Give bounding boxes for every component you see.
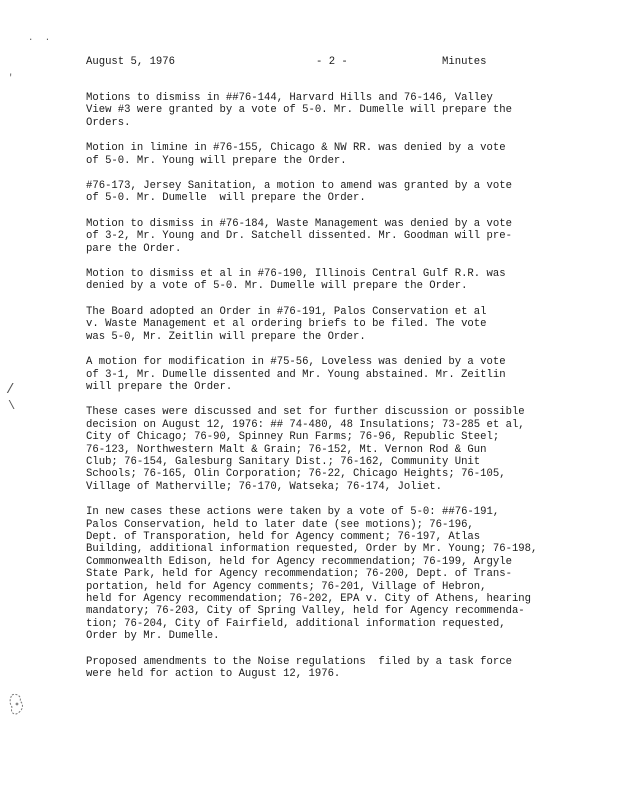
- scan-speck: /: [6, 382, 15, 398]
- scan-speck: \: [8, 399, 16, 413]
- header-title: Minutes: [442, 56, 487, 68]
- paragraph: In new cases these actions were taken by a vote of 5-0: ##76-191, Palos Conservation, held to later date (see motions); 76-196, Dept. of Transporation, held for Agency comment; 76-197, Atlas Building, additional information requested, Order by Mr. Young; 76-198, Commonwealth Edison, held for Agency recommendation; 76-199, Argyle State Park, held for Agency recommendation; 76-200, Dept. of Trans- portation, held for Agency comments; 76-201, Village of Hebron, held for Agency recommendation; 76-202, EPA v. City of Athens, hearing mandatory; 76-203, City of Spring Valley, held for Agency recommenda- tion; 76-204, City of Fairfield, additional information requested, Order by Mr. Dumelle.: [86, 506, 538, 643]
- paragraph: Motion to dismiss in #76-184, Waste Management was denied by a vote of 3-2, Mr. Young and Dr. Satchell dissented. Mr. Goodman will pre- pare the Order.: [86, 217, 512, 255]
- page-header: [86, 56, 506, 70]
- paragraph: The Board adopted an Order in #76-191, Palos Conservation et al v. Waste Management et al ordering briefs to be filed. The vote was 5-0, Mr. Zeitlin will prepare the Order.: [86, 305, 487, 343]
- paragraph: A motion for modification in #75-56, Loveless was denied by a vote of 3-1, Mr. Dumelle dissented and Mr. Young abstained. Mr. Zeitlin will prepare the Order.: [86, 356, 506, 393]
- paragraph: Motion in limine in #76-155, Chicago & NW RR. was denied by a vote of 5-0. Mr. Young will prepare the Order.: [86, 142, 506, 167]
- paragraph: #76-173, Jersey Sanitation, a motion to amend was granted by a vote of 5-0. Mr. Dumelle will prepare the Order.: [86, 180, 512, 205]
- paragraph: Motions to dismiss in ##76-144, Harvard Hills and 76-146, Valley View #3 were granted by a vote of 5-0. Mr. Dumelle will prepare the Orders.: [86, 92, 512, 129]
- paragraph: These cases were discussed and set for further discussion or possible decision on August 12, 1976: ## 74-480, 48 Insulations; 73-285 et al, City of Chicago; 76-90, Spinney Run Farms; 76-96, Republic Steel; 76-123, Northwestern Malt & Grain; 76-152, Mt. Vernon Rod & Gun Club; 76-154, Galesburg Sanitary Dist.; 76-162, Community Unit Schools; 76-165, Olin Corporation; 76-22, Chicago Heights; 76-105, Village of Matherville; 76-170, Watseka; 76-174, Joliet.: [86, 406, 525, 493]
- scan-speck: · ·: [28, 35, 54, 45]
- scan-smudge: [8, 692, 28, 718]
- header-date: August 5, 1976: [86, 56, 176, 68]
- paragraph: Proposed amendments to the Noise regulations filed by a task force were held for action to August 12, 1976.: [86, 655, 512, 681]
- scan-speck: ': [8, 73, 14, 83]
- document-body: [86, 92, 586, 693]
- paragraph: Motion to dismiss et al in #76-190, Illinois Central Gulf R.R. was denied by a vote of 5-0. Mr. Dumelle will prepare the Order.: [86, 268, 506, 293]
- page-number: - 2 -: [316, 56, 348, 68]
